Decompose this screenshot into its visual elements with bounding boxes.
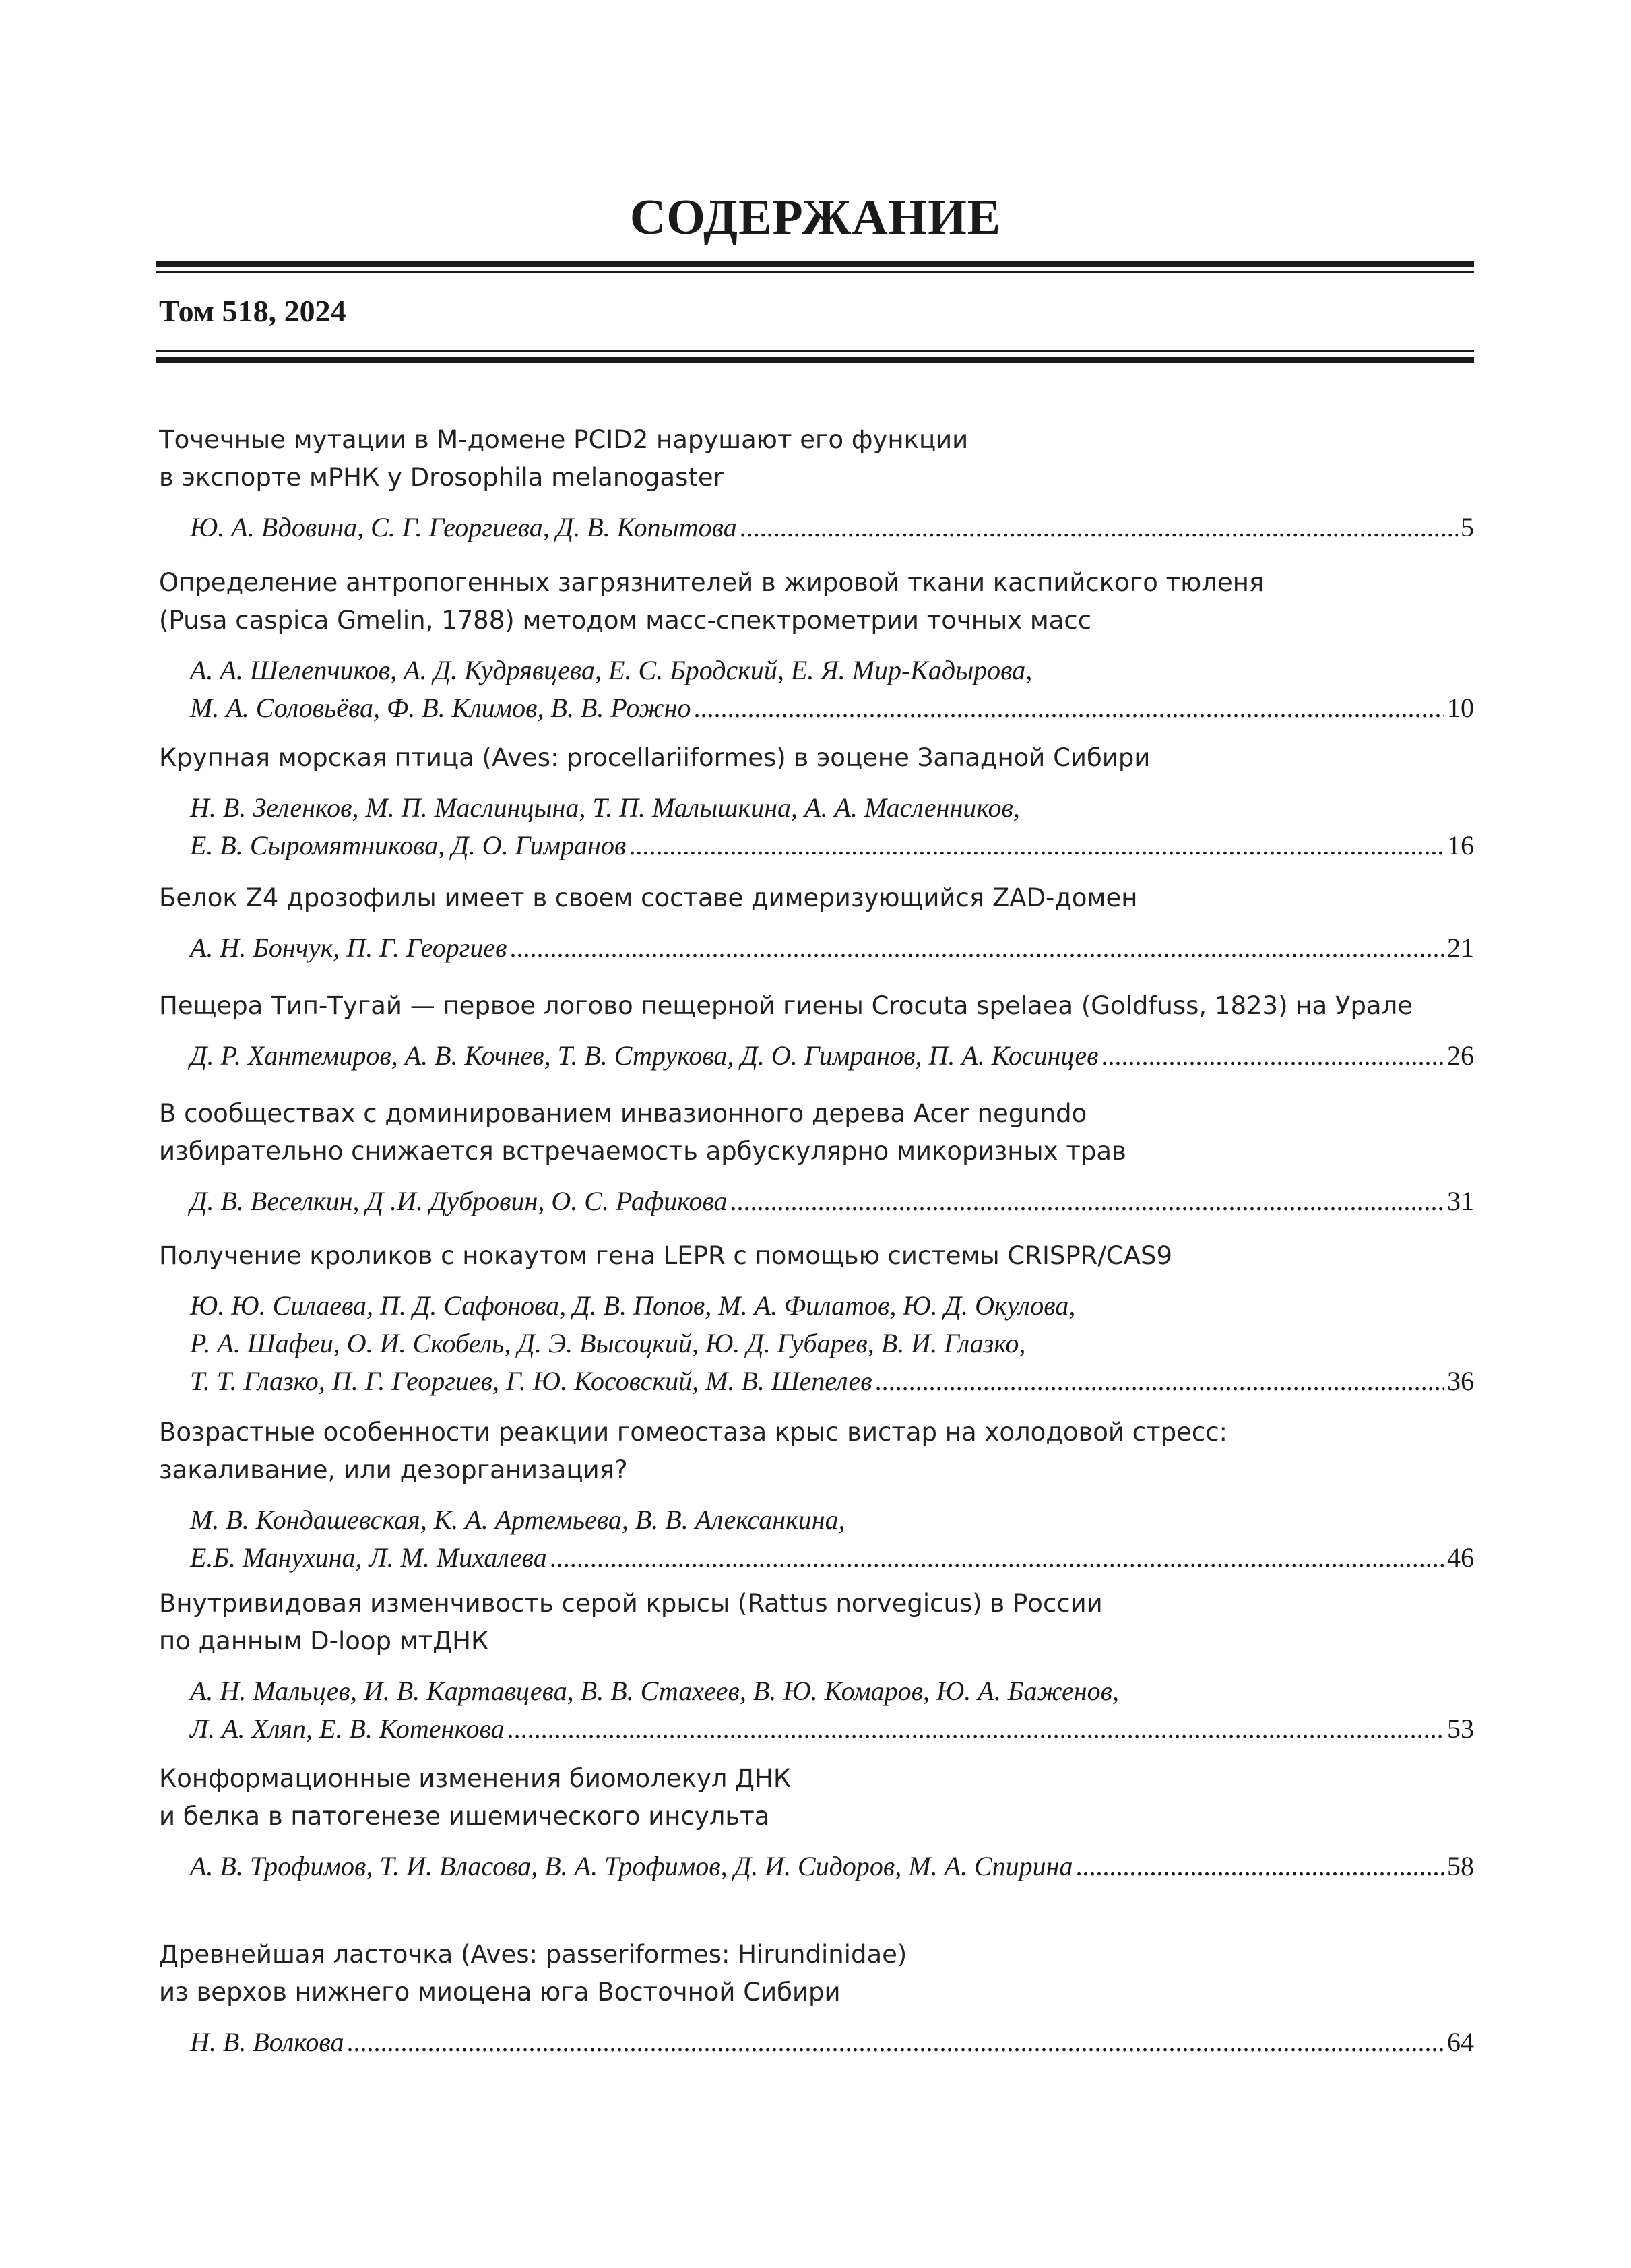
author-names: Е.Б. Манухина, Л. М. Михалева xyxy=(190,1542,547,1573)
page-number: 36 xyxy=(1447,1366,1474,1396)
author-names: Ю. А. Вдовина, С. Г. Георгиева, Д. В. Копытова xyxy=(190,512,737,542)
toc-entry xyxy=(159,564,1474,727)
author-line: М. В. Кондашевская, К. А. Артемьева, В. В. Алексанкина, xyxy=(190,1505,845,1535)
article-title-line: закаливание, или дезорганизация? xyxy=(159,1455,628,1484)
article-title-line: Получение кроликов с нокаутом гена LEPR с помощью системы CRISPR/CAS9 xyxy=(159,1241,1173,1270)
author-names: А. Н. Бончук, П. Г. Георгиев xyxy=(190,933,507,963)
dot-leader xyxy=(1101,1037,1444,1075)
article-title-line: Внутривидовая изменчивость серой крысы (Rattus norvegicus) в России xyxy=(159,1589,1103,1618)
page-number: 64 xyxy=(1447,2027,1474,2057)
author-line: Р. А. Шафеи, О. И. Скобель, Д. Э. Высоцкий, Ю. Д. Губарев, В. И. Глазко, xyxy=(190,1328,1026,1358)
page-number: 16 xyxy=(1447,830,1474,860)
author-line xyxy=(190,689,1474,727)
toc-entry xyxy=(159,879,1474,967)
dot-leader xyxy=(740,509,1458,546)
author-names: Е. В. Сыромятникова, Д. О. Гимранов xyxy=(190,830,627,860)
author-line xyxy=(190,1362,1474,1400)
author-names: М. А. Соловьёва, Ф. В. Климов, В. В. Рожно xyxy=(190,693,691,723)
page-number: 58 xyxy=(1447,1851,1474,1881)
author-line: Н. В. Зеленков, М. П. Маслинцына, Т. П. Малышкина, А. А. Масленников, xyxy=(190,792,1020,823)
article-title-line: Крупная морская птица (Aves: procellariiformes) в эоцене Западной Сибири xyxy=(159,743,1151,772)
article-authors xyxy=(159,1672,1474,1748)
article-title-line: Пещера Тип-Тугай — первое логово пещерной гиены Crocuta spelaea (Goldfuss, 1823) на Урале xyxy=(159,991,1413,1020)
header-rule-thin-bottom xyxy=(156,350,1474,352)
author-line xyxy=(190,1037,1474,1075)
author-line xyxy=(190,929,1474,967)
article-authors xyxy=(159,1037,1474,1075)
header-rule-thin-top xyxy=(156,271,1474,273)
article-authors xyxy=(159,652,1474,727)
dot-leader xyxy=(507,1710,1444,1748)
toc-entry xyxy=(159,1760,1474,1885)
article-authors xyxy=(159,929,1474,967)
toc-entry xyxy=(159,1585,1474,1748)
toc-entry xyxy=(159,1237,1474,1400)
article-title-line: Белок Z4 дрозофилы имеет в своем составе димеризующийся ZAD-домен xyxy=(159,883,1138,912)
dot-leader xyxy=(550,1539,1444,1577)
author-names: Н. В. Волкова xyxy=(190,2027,344,2057)
dot-leader xyxy=(875,1362,1444,1400)
article-title-line: по данным D-loop мтДНК xyxy=(159,1627,489,1656)
toc-entry xyxy=(159,1936,1474,2061)
article-authors xyxy=(159,1287,1474,1400)
toc-entry xyxy=(159,1414,1474,1577)
author-line xyxy=(190,827,1474,864)
article-authors xyxy=(159,509,1474,546)
author-line xyxy=(190,509,1474,546)
author-names: Т. Т. Глазко, П. Г. Георгиев, Г. Ю. Косовский, М. В. Шепелев xyxy=(190,1366,872,1396)
dot-leader xyxy=(509,929,1444,967)
article-authors xyxy=(159,789,1474,864)
article-title-line: В сообществах с доминированием инвазионного дерева Acer negundo xyxy=(159,1099,1087,1128)
toc-entry xyxy=(159,421,1474,546)
author-line xyxy=(190,1183,1474,1220)
article-authors xyxy=(159,2023,1474,2061)
article-title-line: и белка в патогенезе ишемического инсульта xyxy=(159,1802,770,1831)
article-title-line: Определение антропогенных загрязнителей в жировой ткани каспийского тюленя xyxy=(159,568,1265,597)
page-number: 5 xyxy=(1461,512,1474,542)
dot-leader xyxy=(346,2023,1444,2061)
article-title-line: Древнейшая ласточка (Aves: passeriformes: Hirundinidae) xyxy=(159,1940,907,1969)
page-number: 10 xyxy=(1447,693,1474,723)
article-title-line: Возрастные особенности реакции гомеостаза крыс вистар на холодовой стресс: xyxy=(159,1418,1228,1447)
dot-leader xyxy=(629,827,1444,864)
toc-entry xyxy=(159,987,1474,1075)
article-authors xyxy=(159,1501,1474,1577)
dot-leader xyxy=(693,689,1444,727)
toc-entry xyxy=(159,1095,1474,1220)
article-authors xyxy=(159,1183,1474,1220)
dot-leader xyxy=(1076,1848,1444,1885)
article-authors xyxy=(159,1848,1474,1885)
author-names: А. В. Трофимов, Т. И. Власова, В. А. Трофимов, Д. И. Сидоров, М. А. Спирина xyxy=(190,1851,1073,1881)
header-rule-thick-top xyxy=(156,261,1474,267)
page-number: 21 xyxy=(1447,933,1474,963)
page-number: 31 xyxy=(1447,1186,1474,1216)
header-rule-thick-bottom xyxy=(156,357,1474,363)
article-title-line: в экспорте мРНК у Drosophila melanogaster xyxy=(159,463,724,492)
author-names: Д. Р. Хантемиров, А. В. Кочнев, Т. В. Струкова, Д. О. Гимранов, П. А. Косинцев xyxy=(190,1040,1099,1071)
dot-leader xyxy=(730,1183,1444,1220)
author-line xyxy=(190,1848,1474,1885)
article-title-line: (Pusa caspica Gmelin, 1788) методом масс-спектрометрии точных масс xyxy=(159,606,1092,635)
toc-entry xyxy=(159,739,1474,864)
author-line xyxy=(190,2023,1474,2061)
page-number: 46 xyxy=(1447,1542,1474,1573)
article-title-line: избирательно снижается встречаемость арбускулярно микоризных трав xyxy=(159,1137,1126,1166)
page-title: СОДЕРЖАНИЕ xyxy=(629,190,1002,245)
page-number: 26 xyxy=(1447,1040,1474,1071)
author-names: Л. А. Хляп, Е. В. Котенкова xyxy=(190,1713,505,1744)
article-title-line: Точечные мутации в М-домене PCID2 нарушают его функции xyxy=(159,425,969,454)
author-line: А. Н. Мальцев, И. В. Картавцева, В. В. Стахеев, В. Ю. Комаров, Ю. А. Баженов, xyxy=(190,1676,1119,1706)
volume-label: Том 518, 2024 xyxy=(159,294,346,328)
page-number: 53 xyxy=(1447,1713,1474,1744)
author-line: Ю. Ю. Силаева, П. Д. Сафонова, Д. В. Попов, М. А. Филатов, Ю. Д. Окулова, xyxy=(190,1290,1076,1321)
author-line: А. А. Шелепчиков, А. Д. Кудрявцева, Е. С. Бродский, Е. Я. Мир-Кадырова, xyxy=(190,655,1033,685)
author-line xyxy=(190,1710,1474,1748)
author-names: Д. В. Веселкин, Д .И. Дубровин, О. С. Рафикова xyxy=(190,1186,728,1216)
article-title-line: из верхов нижнего миоцена юга Восточной Сибири xyxy=(159,1978,841,2007)
author-line xyxy=(190,1539,1474,1577)
article-title-line: Конформационные изменения биомолекул ДНК xyxy=(159,1764,792,1793)
